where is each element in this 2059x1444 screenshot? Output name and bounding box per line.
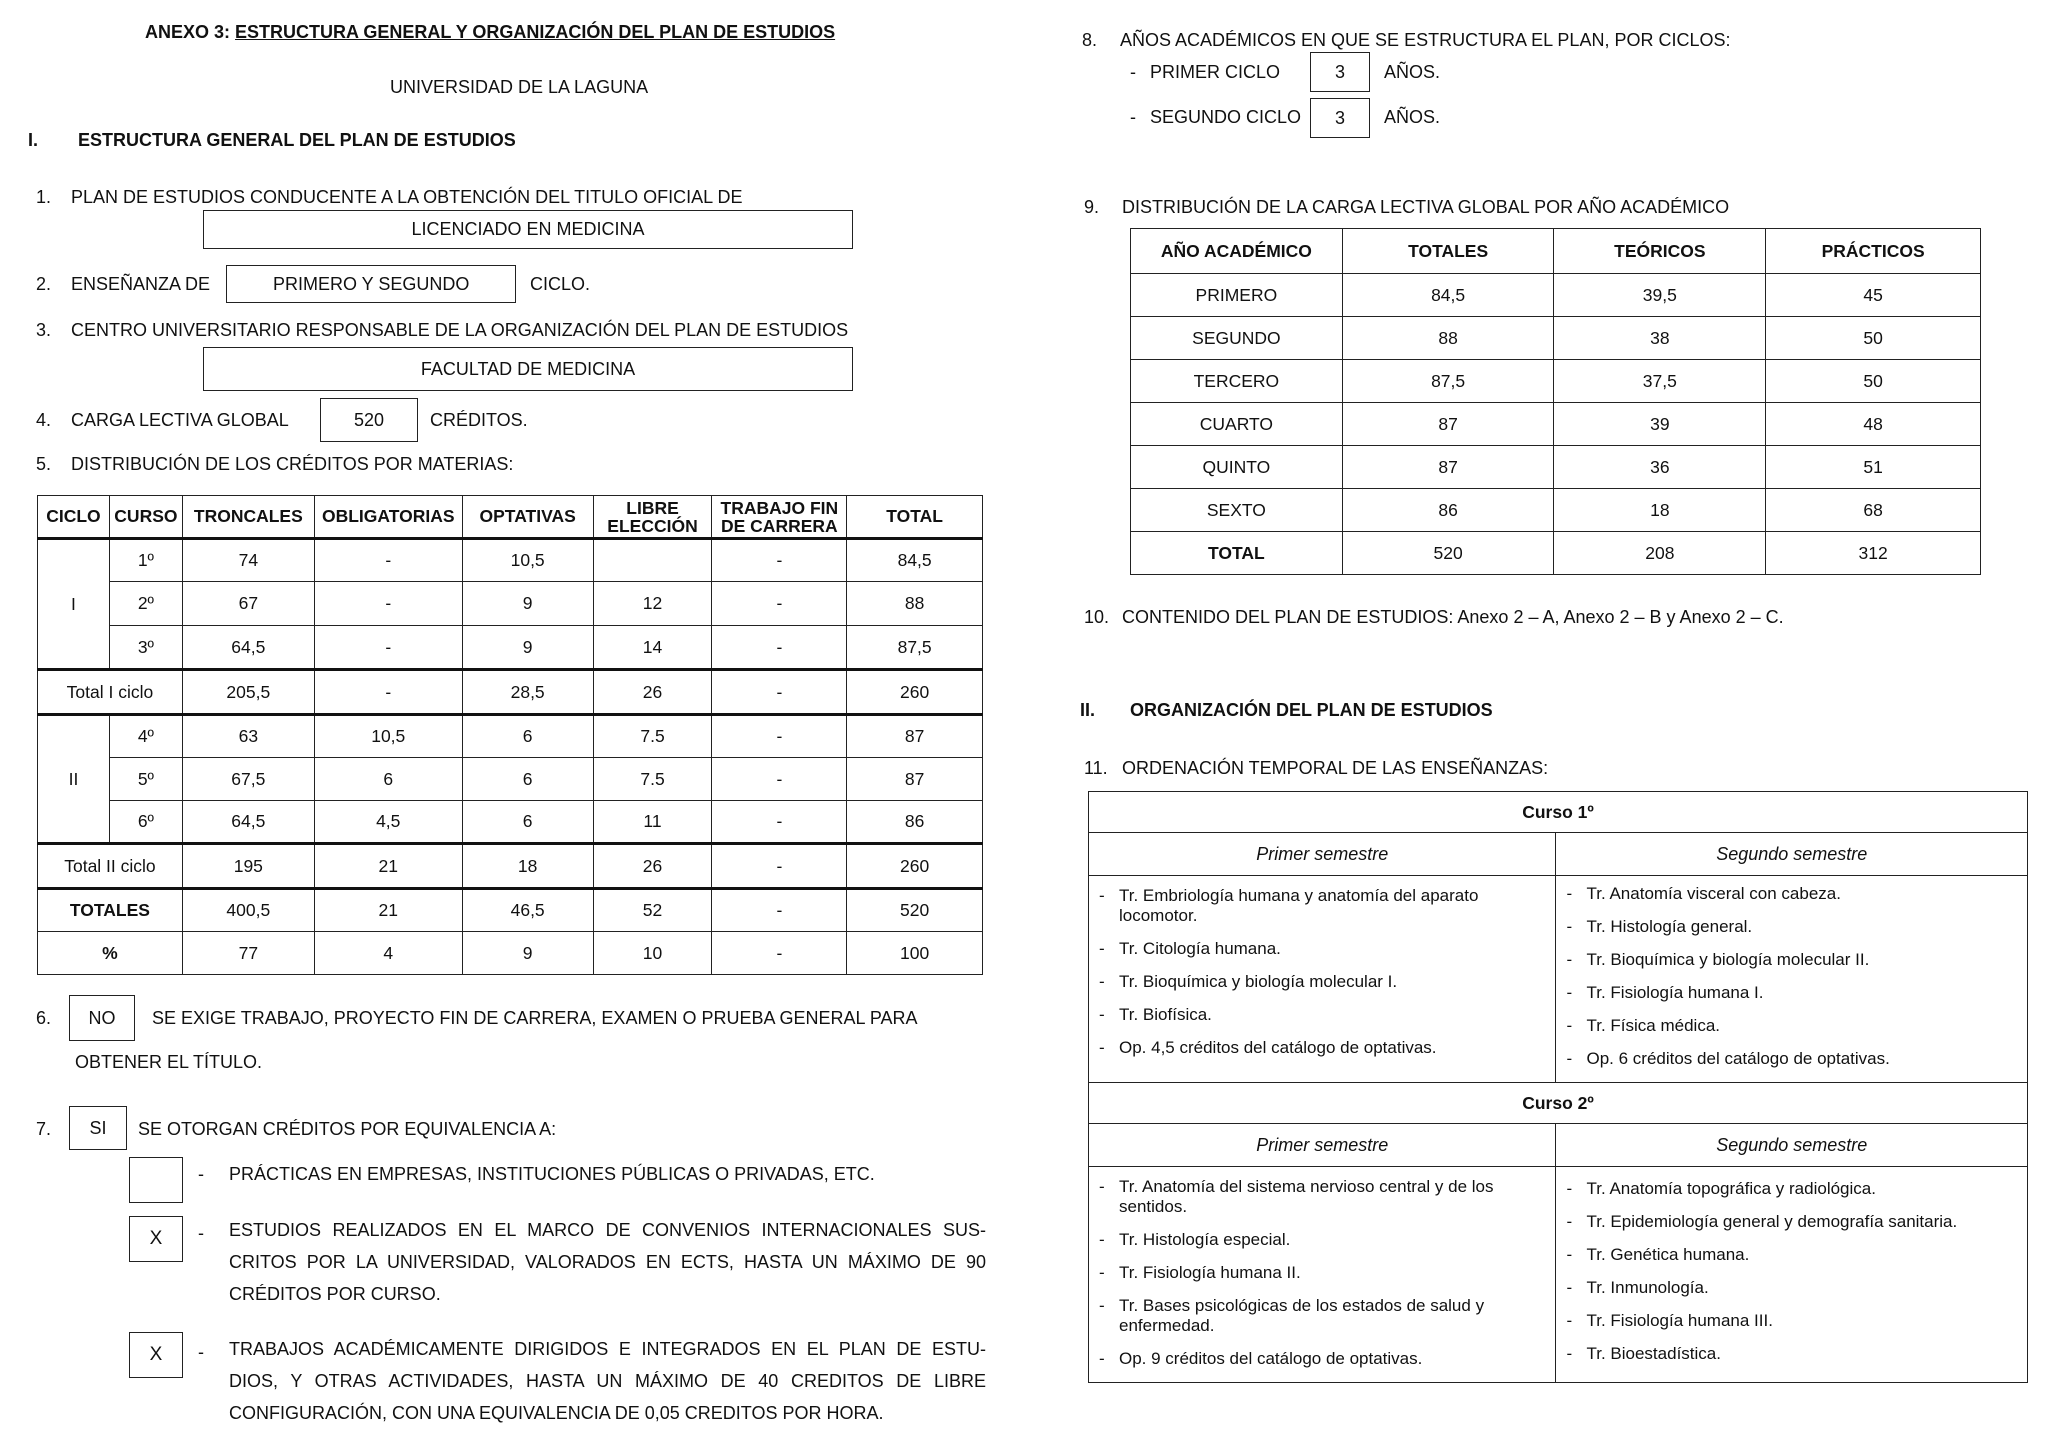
cell-label: % [38,932,183,975]
first-cycle-label: PRIMER CICLO [1150,62,1281,82]
item-8-num: 8. [1082,30,1098,50]
cell-obligatorias: - [314,539,462,582]
cell-troncales: 67 [182,582,314,626]
cell-trabajo: - [712,626,847,670]
cell-curso: 5º [109,758,182,801]
cell-libre: 11 [593,801,712,844]
item-11-label: ORDENACIÓN TEMPORAL DE LAS ENSEÑANZAS: [1122,758,1549,778]
cell-total: 87 [847,758,983,801]
list-item: - Tr. Bases psicológicas de los estados de salud y enfermedad. [1093,1296,1545,1336]
second-cycle-years-box: 3 [1310,98,1370,138]
temporal-ordering-table [1088,791,2028,1383]
header-trabajo: TRABAJO FIN DE CARRERA [712,496,847,539]
table-row [38,932,983,975]
item-1-num: 1. [36,187,52,207]
list-item: - Op. 9 créditos del catálogo de optativas. [1093,1349,1545,1369]
list-item: - Tr. Anatomía visceral con cabeza. [1560,884,2017,904]
faculty-field: FACULTAD DE MEDICINA [203,347,853,391]
item-9-num: 9. [1084,197,1100,217]
cell-label: Total II ciclo [38,844,183,889]
table-row [38,801,983,844]
cell-ciclo: II [38,715,110,844]
cell-total: 84,5 [847,539,983,582]
item-4-suffix: CRÉDITOS. [430,410,528,430]
cell-obligatorias: 6 [314,758,462,801]
cell-curso: 2º [109,582,182,626]
option-dash: - [198,1164,204,1184]
option-text-exchange: ESTUDIOS REALIZADOS EN EL MARCO DE CONVENIOS INTERNACIONALES SUS- CRITOS POR LA UNIVERSIDAD, VALORADOS EN ECTS, HASTA UN MÁXIMO DE 90 CRÉDITOS POR CURSO. [229,1220,986,1304]
cell-curso: 6º [109,801,182,844]
cell-trabajo: - [712,801,847,844]
table-row: SEXTO 86 18 68 [1131,489,1981,532]
table-row [38,715,983,758]
item-3-num: 3. [36,320,52,340]
cell-troncales: 63 [182,715,314,758]
list-item: - Tr. Fisiología humana I. [1560,983,2017,1003]
cell-troncales: 400,5 [182,889,314,932]
list-item: - Tr. Anatomía del sistema nervioso central y de los sentidos. [1093,1177,1545,1217]
cell-trabajo: - [712,758,847,801]
list-item: - Tr. Bioestadística. [1560,1344,2017,1364]
cell-libre: 52 [593,889,712,932]
cell-troncales: 67,5 [182,758,314,801]
header-totals: TOTALES [1342,229,1554,274]
table-row [38,582,983,626]
header-total: TOTAL [847,496,983,539]
global-load-field: 520 [320,398,418,442]
cell-optativas: 28,5 [462,670,593,715]
header-year: AÑO ACADÉMICO [1131,229,1343,274]
cell-total: 88 [847,582,983,626]
option-dash: - [198,1342,204,1362]
header-optativas: OPTATIVAS [462,496,593,539]
cell-optativas: 18 [462,844,593,889]
list-item: - Tr. Bioquímica y biología molecular II. [1560,950,2017,970]
course-2-first-list-cell [1089,1167,1556,1383]
table-row [38,670,983,715]
table-row: TERCERO 87,5 37,5 50 [1131,360,1981,403]
list-item: - Tr. Bioquímica y biología molecular I. [1093,972,1545,992]
course-1-first-semester: Primer semestre [1089,833,1556,876]
cell-troncales: 64,5 [182,626,314,670]
cell-troncales: 74 [182,539,314,582]
section-1-heading: I. ESTRUCTURA GENERAL DEL PLAN DE ESTUDIOS [28,130,516,150]
item-3-label: CENTRO UNIVERSITARIO RESPONSABLE DE LA ORGANIZACIÓN DEL PLAN DE ESTUDIOS [71,320,849,340]
table-row: TOTAL 520 208 312 [1131,532,1981,575]
annex-title: ANEXO 3: ESTRUCTURA GENERAL Y ORGANIZACIÓN DEL PLAN DE ESTUDIOS [145,22,836,42]
cell-trabajo: - [712,582,847,626]
item-6-line2: OBTENER EL TÍTULO. [75,1052,263,1072]
teaching-cycle-field: PRIMERO Y SEGUNDO [226,265,516,303]
cell-libre: 14 [593,626,712,670]
table-row [38,844,983,889]
course-2-second-list-cell [1556,1167,2028,1383]
final-project-required-box: NO [69,995,135,1041]
cell-trabajo: - [712,889,847,932]
course-2-first-list [1093,1177,1545,1369]
header-ciclo: CICLO [38,496,110,539]
list-item: - Tr. Fisiología humana III. [1560,1311,2017,1331]
item-6-num: 6. [36,1008,52,1028]
table-row: CUARTO 87 39 48 [1131,403,1981,446]
credits-distribution-table [37,495,983,975]
cell-troncales: 195 [182,844,314,889]
item-2-num: 2. [36,274,52,294]
item-7-num: 7. [36,1119,52,1139]
item-4-num: 4. [36,410,52,430]
table-row: QUINTO 87 36 51 [1131,446,1981,489]
second-cycle-unit: AÑOS. [1384,107,1441,127]
option-text-internships: PRÁCTICAS EN EMPRESAS, INSTITUCIONES PÚBLICAS O PRIVADAS, ETC. [229,1164,875,1184]
equivalence-credits-box: SI [69,1106,127,1150]
cell-obligatorias: 4 [314,932,462,975]
cell-trabajo: - [712,539,847,582]
header-curso: CURSO [109,496,182,539]
option-text-directed-work: TRABAJOS ACADÉMICAMENTE DIRIGIDOS E INTEGRADOS EN EL PLAN DE ESTU- DIOS, Y OTRAS ACTIVIDADES, HASTA UN MÁXIMO DE 40 CREDITOS DE LIBRE CONFIGURACIÓN, CON UNA EQUIVALENCIA DE 0,05 CREDITOS POR HORA. [229,1339,986,1423]
list-item: - Op. 6 créditos del catálogo de optativas. [1560,1049,2017,1069]
cell-libre: 26 [593,844,712,889]
cell-troncales: 77 [182,932,314,975]
list-item: - Tr. Embriología humana y anatomía del aparato locomotor. [1093,886,1545,926]
item-6-line1: SE EXIGE TRABAJO, PROYECTO FIN DE CARRERA, EXAMEN O PRUEBA GENERAL PARA [152,1008,918,1028]
list-item: - Tr. Fisiología humana II. [1093,1263,1545,1283]
cell-optativas: 6 [462,758,593,801]
header-theory: TEÓRICOS [1554,229,1766,274]
cell-libre: 26 [593,670,712,715]
item-2-suffix: CICLO. [530,274,591,294]
list-item: - Tr. Epidemiología general y demografía sanitaria. [1560,1212,2017,1232]
cell-optativas: 6 [462,715,593,758]
header-obligatorias: OBLIGATORIAS [314,496,462,539]
university-name: UNIVERSIDAD DE LA LAGUNA [390,77,649,97]
cell-trabajo: - [712,932,847,975]
item-8-label: AÑOS ACADÉMICOS EN QUE SE ESTRUCTURA EL PLAN, POR CICLOS: [1120,30,1731,50]
course-1-first-list [1093,886,1545,1058]
cell-troncales: 64,5 [182,801,314,844]
list-item: - Tr. Inmunología. [1560,1278,2017,1298]
list-item: - Op. 4,5 créditos del catálogo de optativas. [1093,1038,1545,1058]
table-row [38,889,983,932]
cell-obligatorias: - [314,626,462,670]
header-libre: LIBRE ELECCIÓN [593,496,712,539]
cell-libre: 10 [593,932,712,975]
cell-curso: 1º [109,539,182,582]
cell-label: TOTALES [38,889,183,932]
course-2-title: Curso 2º [1089,1083,2028,1124]
degree-field: LICENCIADO EN MEDICINA [203,210,853,249]
cell-optativas: 9 [462,582,593,626]
table-row [38,626,983,670]
course-1-second-list [1560,884,2017,1069]
cell-optativas: 9 [462,932,593,975]
cell-libre: 12 [593,582,712,626]
cell-obligatorias: - [314,582,462,626]
cell-libre: 7.5 [593,715,712,758]
cell-optativas: 10,5 [462,539,593,582]
cell-optativas: 6 [462,801,593,844]
course-2-second-list [1560,1179,2017,1364]
section-2-heading: II. ORGANIZACIÓN DEL PLAN DE ESTUDIOS [1080,700,1493,720]
cell-curso: 3º [109,626,182,670]
cell-troncales: 205,5 [182,670,314,715]
header-troncales: TRONCALES [182,496,314,539]
cell-optativas: 9 [462,626,593,670]
annual-load-table [1130,228,1981,575]
table-row: PRIMERO 84,5 39,5 45 [1131,274,1981,317]
cell-ciclo: I [38,539,110,670]
first-cycle-years-box: 3 [1310,52,1370,92]
cell-obligatorias: - [314,670,462,715]
list-dash: - [1130,107,1136,127]
list-item: - Tr. Citología humana. [1093,939,1545,959]
list-item: - Tr. Histología especial. [1093,1230,1545,1250]
cell-libre: 7.5 [593,758,712,801]
course-2-second-semester: Segundo semestre [1556,1124,2028,1167]
table-row [38,539,983,582]
list-item: - Tr. Genética humana. [1560,1245,2017,1265]
item-2-label: ENSEÑANZA DE [71,274,211,294]
cell-trabajo: - [712,844,847,889]
list-item: - Tr. Biofísica. [1093,1005,1545,1025]
item-10-num: 10. [1084,607,1110,627]
cell-total: 86 [847,801,983,844]
list-item: - Tr. Física médica. [1560,1016,2017,1036]
cell-obligatorias: 21 [314,889,462,932]
course-1-second-list-cell [1556,876,2028,1083]
option-checkbox-directed-work[interactable]: X [129,1332,183,1378]
cell-obligatorias: 21 [314,844,462,889]
option-checkbox-exchange[interactable]: X [129,1216,183,1262]
cell-total: 100 [847,932,983,975]
second-cycle-label: SEGUNDO CICLO [1150,107,1302,127]
cell-obligatorias: 10,5 [314,715,462,758]
item-5-label: DISTRIBUCIÓN DE LOS CRÉDITOS POR MATERIAS: [71,454,514,474]
cell-libre [593,539,712,582]
option-checkbox-internships[interactable] [129,1157,183,1203]
header-practice: PRÁCTICOS [1766,229,1981,274]
cell-obligatorias: 4,5 [314,801,462,844]
list-item: - Tr. Histología general. [1560,917,2017,937]
cell-total: 87,5 [847,626,983,670]
table-row [38,758,983,801]
item-9-label: DISTRIBUCIÓN DE LA CARGA LECTIVA GLOBAL POR AÑO ACADÉMICO [1122,197,1730,217]
cell-trabajo: - [712,670,847,715]
item-11-num: 11. [1084,758,1108,778]
item-4-label: CARGA LECTIVA GLOBAL [71,410,289,430]
cell-label: Total I ciclo [38,670,183,715]
table-row: SEGUNDO 88 38 50 [1131,317,1981,360]
cell-total: 260 [847,670,983,715]
cell-curso: 4º [109,715,182,758]
course-2-first-semester: Primer semestre [1089,1124,1556,1167]
item-10-label: CONTENIDO DEL PLAN DE ESTUDIOS: Anexo 2 – A, Anexo 2 – B y Anexo 2 – C. [1122,607,1784,627]
item-7-label: SE OTORGAN CRÉDITOS POR EQUIVALENCIA A: [138,1119,557,1139]
cell-total: 260 [847,844,983,889]
first-cycle-unit: AÑOS. [1384,62,1441,82]
cell-total: 520 [847,889,983,932]
course-1-title: Curso 1º [1089,792,2028,833]
cell-optativas: 46,5 [462,889,593,932]
course-1-first-list-cell [1089,876,1556,1083]
course-1-second-semester: Segundo semestre [1556,833,2028,876]
item-1-label: PLAN DE ESTUDIOS CONDUCENTE A LA OBTENCIÓN DEL TITULO OFICIAL DE [71,187,743,207]
cell-trabajo: - [712,715,847,758]
list-dash: - [1130,62,1136,82]
option-dash: - [198,1223,204,1243]
list-item: - Tr. Anatomía topográfica y radiológica. [1560,1179,2017,1199]
item-5-num: 5. [36,454,52,474]
cell-total: 87 [847,715,983,758]
